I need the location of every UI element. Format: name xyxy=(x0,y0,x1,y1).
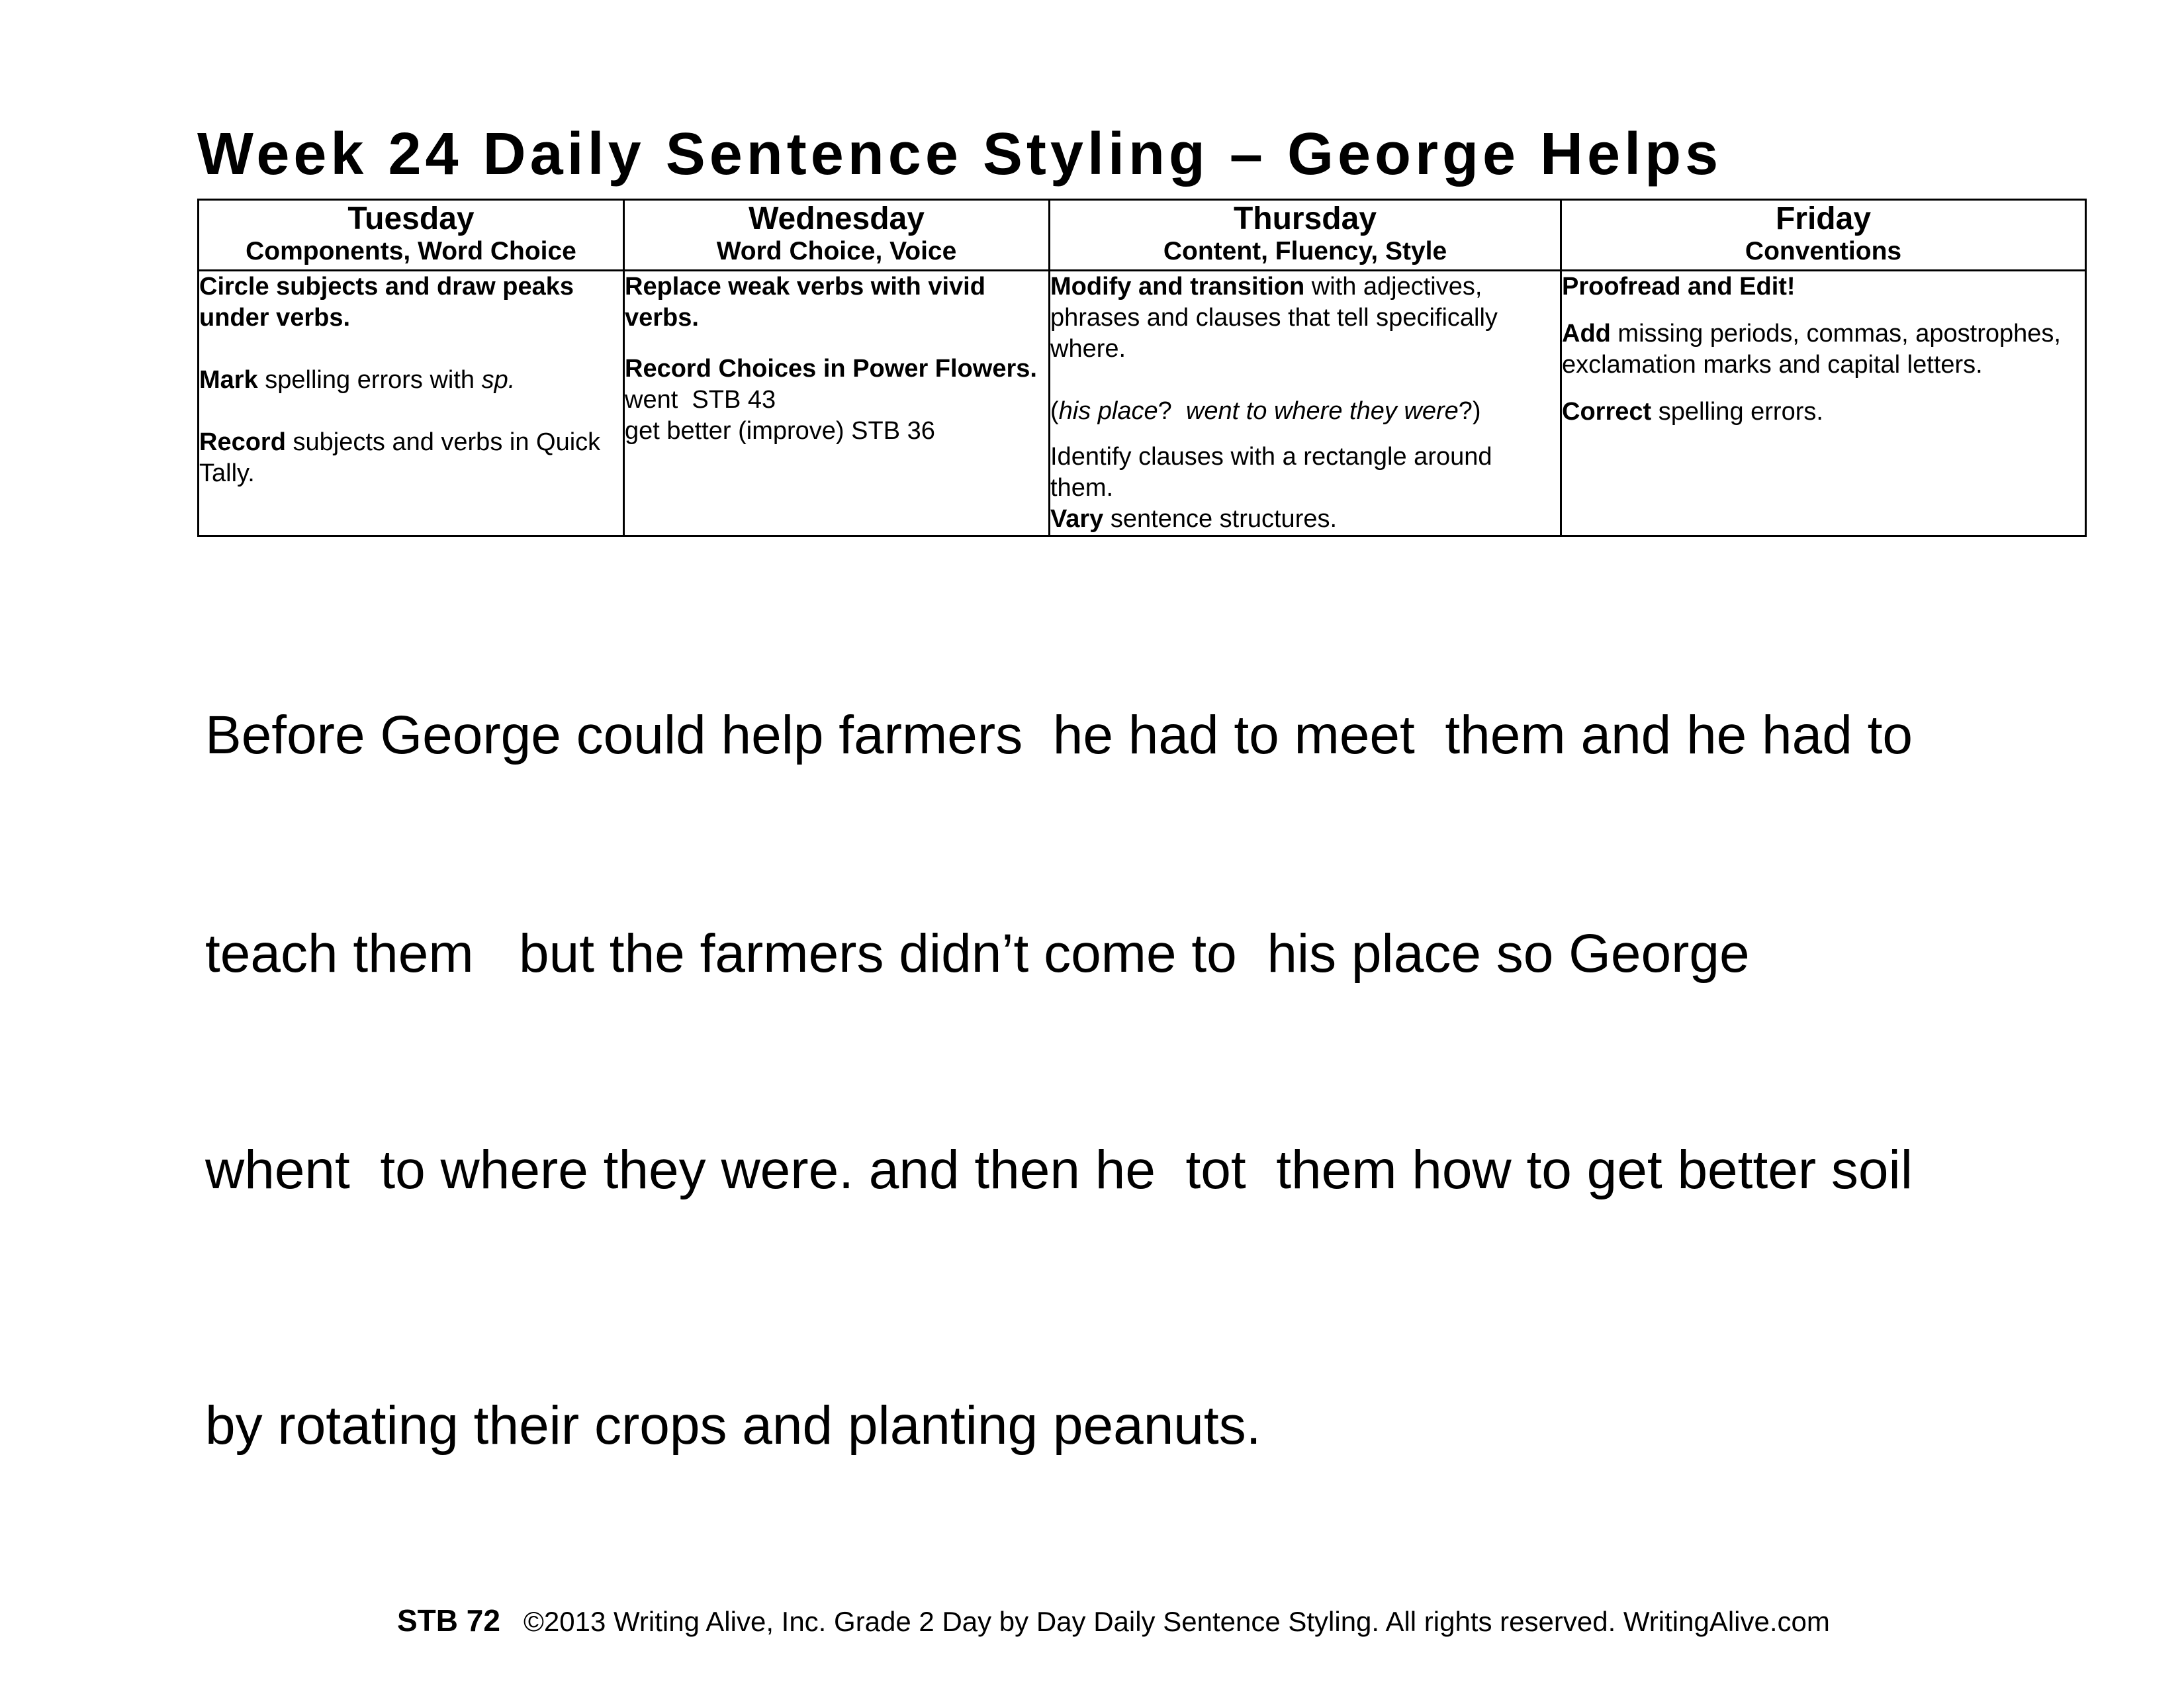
instruction-paragraph xyxy=(1050,365,1560,427)
tuesday-header xyxy=(199,200,624,271)
passage-line: Before George could help farmers he had to meet them and he had to xyxy=(205,705,1913,765)
tuesday-instructions xyxy=(199,271,624,536)
day-name: Tuesday xyxy=(347,201,475,236)
instruction-paragraph xyxy=(1050,442,1560,504)
friday-instructions xyxy=(1561,271,2086,536)
instruction-text: spelling errors with xyxy=(257,366,482,394)
passage-line: whent to where they were. and then he tot them how to get better soil xyxy=(205,1140,1913,1200)
wednesday-instructions xyxy=(624,271,1050,536)
instruction-paragraph xyxy=(625,385,1048,416)
instruction-paragraph xyxy=(625,271,1048,334)
instruction-paragraph xyxy=(1562,397,2085,428)
day-focus: Conventions xyxy=(1745,237,1902,265)
copyright-text: ©2013 Writing Alive, Inc. Grade 2 Day by Day Daily Sentence Styling. All rights reserved. WritingAlive.com xyxy=(523,1606,1830,1637)
thursday-header xyxy=(1050,200,1561,271)
instruction-paragraph xyxy=(625,353,1048,385)
instruction-text: went STB 43 xyxy=(625,386,776,414)
instruction-text: with adjectives, phrases and clauses that tell specifically where. xyxy=(1050,273,1498,363)
instruction-text: Add xyxy=(1562,320,1611,348)
instruction-text: Record xyxy=(199,428,286,456)
footer xyxy=(397,1605,1830,1636)
instruction-paragraph xyxy=(1562,271,2085,303)
day-focus: Content, Fluency, Style xyxy=(1163,237,1447,265)
instruction-text: Correct xyxy=(1562,398,1652,426)
instruction-text: get better (improve) STB 36 xyxy=(625,417,935,445)
day-focus: Components, Word Choice xyxy=(246,237,576,265)
instruction-text: Proofread and Edit! xyxy=(1562,273,1796,301)
instruction-text: sentence structures. xyxy=(1103,505,1338,533)
instruction-paragraph xyxy=(1050,504,1560,535)
wednesday-header xyxy=(624,200,1050,271)
instruction-text: ?) xyxy=(1458,397,1481,425)
schedule-instructions-row xyxy=(199,271,2086,536)
instruction-text: spelling errors. xyxy=(1651,398,1823,426)
instruction-text: subjects and verbs in Quick Tally. xyxy=(199,428,601,487)
day-focus: Word Choice, Voice xyxy=(716,237,957,265)
instruction-text: Identify clauses with a rectangle around them. xyxy=(1050,443,1492,502)
instruction-paragraph xyxy=(625,416,1048,447)
page-title: Week 24 Daily Sentence Styling – George Helps xyxy=(197,121,1723,187)
day-name: Friday xyxy=(1775,201,1872,236)
friday-header xyxy=(1561,200,2086,271)
instruction-paragraph xyxy=(199,365,623,396)
instruction-text: ? xyxy=(1158,397,1186,425)
instruction-text: Replace weak verbs with vivid verbs. xyxy=(625,273,985,332)
instruction-paragraph xyxy=(1050,271,1560,365)
instruction-text: ( xyxy=(1050,397,1059,425)
page-code: STB 72 xyxy=(397,1603,500,1638)
instruction-text: missing periods, commas, apostrophes, exclamation marks and capital letters. xyxy=(1562,320,2061,379)
instruction-text: Record Choices in Power Flowers. xyxy=(625,355,1037,383)
thursday-instructions xyxy=(1050,271,1561,536)
instruction-text: went to where they were xyxy=(1185,397,1459,425)
passage-line: by rotating their crops and planting peanuts. xyxy=(205,1395,1261,1456)
day-name: Thursday xyxy=(1233,201,1377,236)
instruction-paragraph xyxy=(199,271,623,334)
instruction-paragraph xyxy=(199,427,623,489)
instruction-text: Modify and transition xyxy=(1050,273,1305,301)
instruction-text: Mark xyxy=(199,366,258,394)
passage-line: teach them but the farmers didn’t come to his place so George xyxy=(205,923,1750,984)
instruction-text: Circle subjects and draw peaks under verbs. xyxy=(199,273,574,332)
instruction-text: his place xyxy=(1058,397,1158,425)
schedule-header-row xyxy=(199,200,2086,271)
day-name: Wednesday xyxy=(749,201,925,236)
instruction-text: sp. xyxy=(481,366,516,394)
instruction-paragraph xyxy=(1562,318,2085,381)
instruction-text: Vary xyxy=(1050,505,1104,533)
weekly-schedule-table xyxy=(197,199,2087,537)
